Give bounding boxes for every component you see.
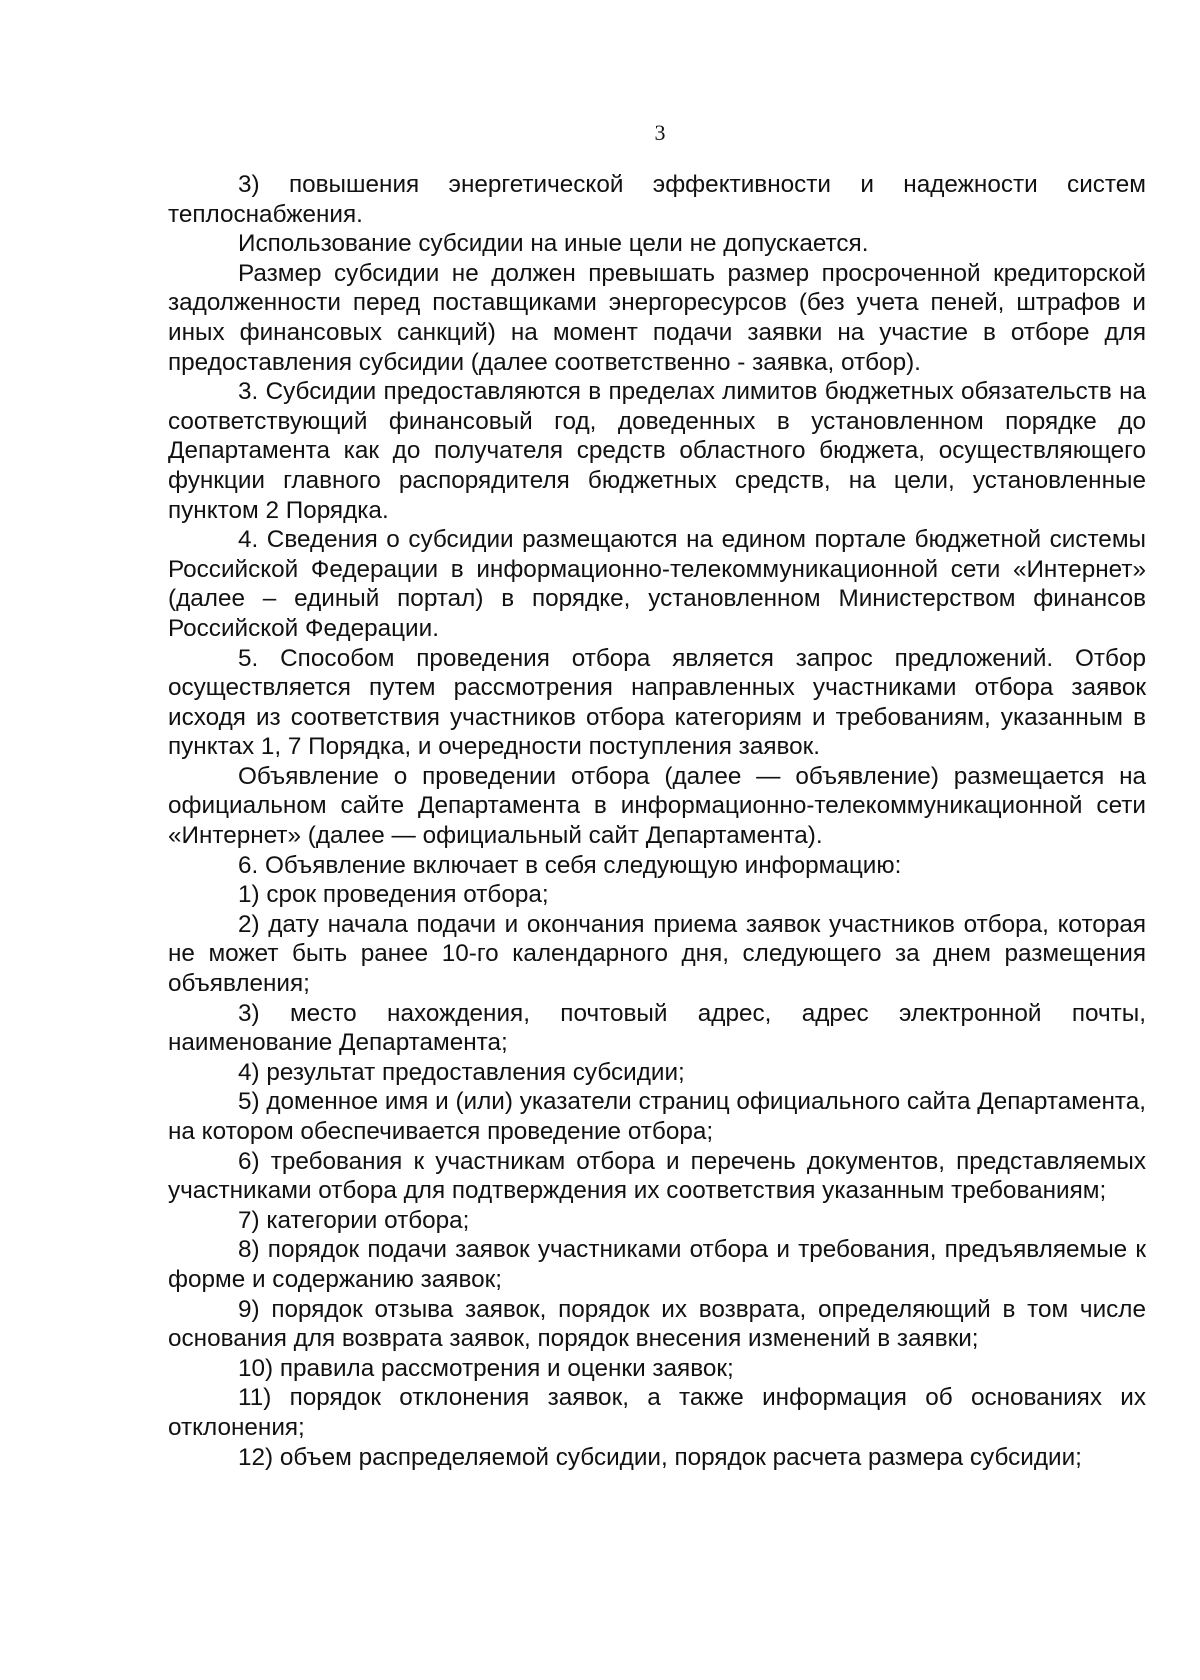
list-item: 9) порядок отзыва заявок, порядок их возврата, определяющий в том числе основания для возврата заявок, порядок внесения изменений в заявки; <box>168 1295 1146 1353</box>
list-item: 7) категории отбора; <box>238 1206 470 1234</box>
list-item: 5) доменное имя и (или) указатели страниц официального сайта Департамента, на котором обеспечивается проведение отбора; <box>168 1088 1146 1145</box>
paragraph: Объявление о проведении отбора (далее — объявление) размещается на официальном сайте Департамента в информационно-телекоммуникационной сети «Интернет» (далее — официальный сайт Департамента). <box>168 762 1146 850</box>
list-item: 2) дату начала подачи и окончания приема заявок участников отбора, которая не может быть ранее 10-го календарного дня, следующего за днем размещения объявления; <box>168 910 1146 998</box>
list-item: 6) требования к участникам отбора и перечень документов, представляемых участниками отбора для подтверждения их соответствия указанным требованиям; <box>168 1147 1146 1205</box>
paragraph: 5. Способом проведения отбора является запрос предложений. Отбор осуществляется путем рассмотрения направленных участниками отбора заявок исходя из соответствия участников отбора категориям и требованиям, указанным в пунктах 1, 7 Порядка, и очередности поступления заявок. <box>168 644 1146 761</box>
list-item: 4) результат предоставления субсидии; <box>238 1058 685 1086</box>
paragraph: Размер субсидии не должен превышать размер просроченной кредиторской задолженности перед поставщиками энергоресурсов (без учета пеней, штрафов и иных финансовых санкций) на момент подачи заявки на участие в отборе для предоставления субсидии (далее соответственно - заявка, отбор). <box>168 259 1146 376</box>
list-item: 1) срок проведения отбора; <box>238 881 549 909</box>
paragraph: Использование субсидии на иные цели не допускается. <box>238 230 869 258</box>
paragraph: 3. Субсидии предоставляются в пределах лимитов бюджетных обязательств на соответствующий финансовый год, доведенных в установленном порядке до Департамента как до получателя средств областного бюджета, осуществляющего функции главного распорядителя бюджетных средств, на цели, установленные пунктом 2 Порядка. <box>168 378 1146 524</box>
paragraph: 4. Сведения о субсидии размещаются на едином портале бюджетной системы Российской Федерации в информационно-телекоммуникационной сети «Интернет» (далее – единый портал) в порядке, установленном Министерством финансов Российской Федерации. <box>168 526 1146 642</box>
list-item: 11) порядок отклонения заявок, а также информация об основаниях их отклонения; <box>168 1384 1146 1441</box>
list-item: 12) объем распределяемой субсидии, порядок расчета размера субсидии; <box>238 1443 1082 1471</box>
paragraph: 3) повышения энергетической эффективности и надежности систем теплоснабжения. <box>168 171 1146 228</box>
list-item: 10) правила рассмотрения и оценки заявок; <box>238 1354 734 1382</box>
document-body <box>168 170 1146 1472</box>
list-item: 8) порядок подачи заявок участниками отбора и требования, предъявляемые к форме и содержанию заявок; <box>168 1236 1146 1293</box>
paragraph: 6. Объявление включает в себя следующую информацию: <box>238 851 902 879</box>
list-item: 3) место нахождения, почтовый адрес, адрес электронной почты, наименование Департамента; <box>168 999 1146 1057</box>
page-number: 3 <box>654 120 666 145</box>
